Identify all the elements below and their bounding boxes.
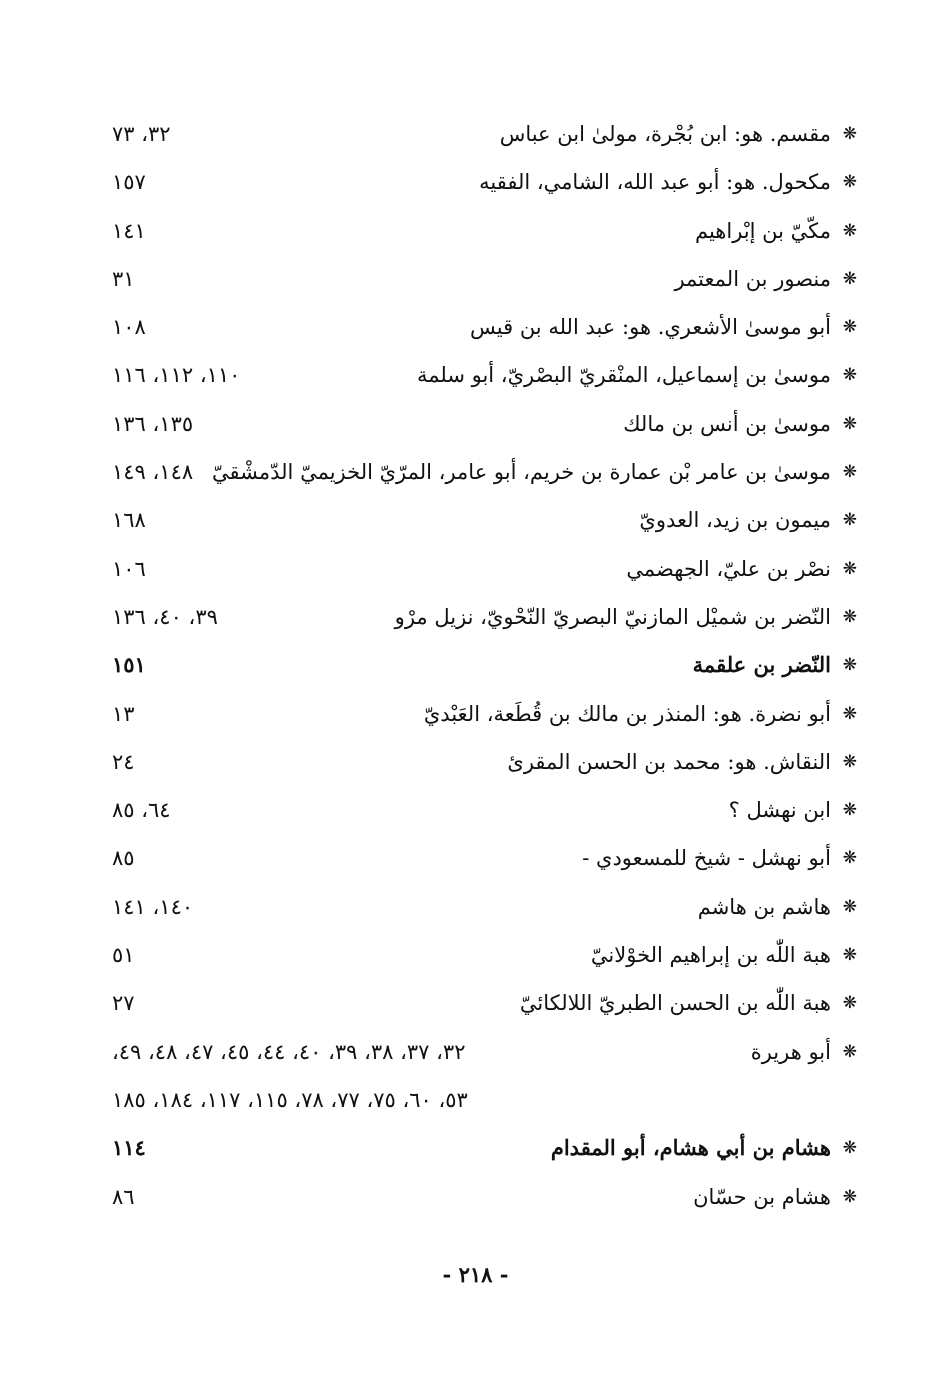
entry-page-refs: ٣١ [112, 266, 135, 291]
entry-page-refs: ١٠٨ [112, 315, 146, 340]
index-entry [112, 979, 857, 1027]
entry-name: هبة اللّٰه بن إبراهيم الخوْلانيّ [590, 943, 831, 968]
bullet-icon: ❋ [842, 172, 857, 193]
entry-name: نصْر بن عليّ، الجهضمي [626, 556, 831, 581]
entry-page-refs: ٦٤، ٨٥ [112, 798, 171, 823]
entry-page-refs: ١٥١ [112, 652, 146, 678]
bullet-icon: ❋ [842, 800, 857, 821]
entry-page-refs: ١٣٥، ١٣٦ [112, 411, 194, 436]
bullet-icon: ❋ [842, 848, 857, 869]
index-entry [112, 545, 857, 593]
bullet-icon: ❋ [842, 365, 857, 386]
entry-name: أبو نهشل - شيخ للمسعودي - [582, 846, 831, 871]
entry-name: ابن نهشل ؟ [728, 798, 831, 823]
entry-name: منصور بن المعتمر [674, 266, 831, 291]
entry-page-refs: ١٤٨، ١٤٩ [112, 460, 194, 485]
entry-page-refs: ٥١ [112, 943, 135, 968]
entry-page-refs: ١٥٧ [112, 170, 146, 195]
bullet-icon: ❋ [842, 606, 857, 627]
index-entry [112, 641, 857, 689]
bullet-icon: ❋ [842, 1186, 857, 1207]
entry-name: هبة اللّٰه بن الحسن الطبريّ اللالكائيّ [519, 991, 831, 1016]
entry-page-refs: ١١٤ [112, 1135, 146, 1161]
index-entry [112, 786, 857, 834]
entry-name: موسىٰ بن أنس بن مالك [623, 411, 831, 436]
bullet-icon: ❋ [842, 751, 857, 772]
bullet-icon: ❋ [842, 317, 857, 338]
index-entry [112, 690, 857, 738]
index-entry [112, 207, 857, 255]
bullet-icon: ❋ [842, 558, 857, 579]
bullet-icon: ❋ [842, 1138, 857, 1159]
entry-page-refs: ٢٧ [112, 991, 135, 1016]
bullet-icon: ❋ [842, 655, 857, 676]
index-entry [112, 738, 857, 786]
entry-name: النّضر بن علقمة [692, 652, 831, 678]
bullet-icon: ❋ [842, 220, 857, 241]
entry-name: أبو نضرة. هو: المنذر بن مالك بن قُطَعة، العَبْديّ [423, 701, 831, 726]
index-entry [112, 158, 857, 206]
index-entry [112, 303, 857, 351]
entry-page-refs: ١٦٨ [112, 508, 146, 533]
index-entry [112, 1028, 857, 1076]
index-entries-list [112, 110, 857, 1221]
bullet-icon: ❋ [842, 945, 857, 966]
index-entry [112, 883, 857, 931]
entry-name: أبو موسىٰ الأشعري. هو: عبد الله بن قيس [470, 315, 831, 340]
entry-page-refs: ١٠٦ [112, 556, 146, 581]
entry-page-refs: ١٤١ [112, 218, 146, 243]
bullet-icon: ❋ [842, 896, 857, 917]
bullet-icon: ❋ [842, 703, 857, 724]
entry-name: مكّيّ بن إبْراهيم [694, 218, 831, 243]
entry-name: ميمون بن زيد، العدويّ [639, 508, 831, 533]
page-number: - ٢١٨ - [442, 1262, 509, 1287]
index-entry [112, 448, 857, 496]
index-entry [112, 834, 857, 882]
index-entry [112, 351, 857, 399]
bullet-icon: ❋ [842, 462, 857, 483]
entry-name: موسىٰ بن إسماعيل، المنْقريّ البصْريّ، أبو سلمة [416, 363, 831, 388]
entry-name: موسىٰ بن عامر بْن عمارة بن خريم، أبو عامر، المرّيّ الخزيميّ الدّمشْقيّ [212, 460, 831, 485]
index-entry [112, 1124, 857, 1172]
entry-name: هشام بن أبي هشام، أبو المقدام [550, 1135, 831, 1161]
index-entry [112, 496, 857, 544]
index-entry [112, 110, 857, 158]
entry-page-refs: ١٤٠، ١٤١ [112, 894, 194, 919]
entry-name: هاشم بن هاشم [697, 894, 831, 919]
entry-page-refs: ١٣ [112, 701, 135, 726]
entry-name: النقاش. هو: محمد بن الحسن المقرئ [507, 749, 831, 774]
entry-page-refs: ٨٦ [112, 1184, 135, 1209]
entry-name: النّضر بن شميْل المازنيّ البصريّ النّحْويّ، نزيل مرْو [394, 604, 831, 629]
index-entry [112, 1076, 857, 1124]
index-entry [112, 255, 857, 303]
index-entry [112, 1173, 857, 1221]
entry-page-refs: ٣٢، ٧٣ [112, 122, 171, 146]
index-entry [112, 931, 857, 979]
entry-name: هشام بن حسّان [693, 1184, 831, 1209]
bullet-icon: ❋ [842, 413, 857, 434]
entry-name: مقسم. هو: ابن بُجْرة، مولىٰ ابن عباس [499, 122, 831, 146]
entry-name: مكحول. هو: أبو عبد الله، الشامي، الفقيه [479, 170, 831, 195]
entry-page-refs: ٥٣، ٦٠، ٧٥، ٧٧، ٧٨، ١١٥، ١١٧، ١٨٤، ١٨٥ [112, 1087, 468, 1112]
entry-page-refs: ٣٩، ٤٠، ١٣٦ [112, 604, 218, 629]
bullet-icon: ❋ [842, 268, 857, 289]
bullet-icon: ❋ [842, 510, 857, 531]
entry-page-refs: ٨٥ [112, 846, 135, 871]
entry-page-refs: ٣٢، ٣٧، ٣٨، ٣٩، ٤٠، ٤٤، ٤٥، ٤٧، ٤٨، ٤٩، [112, 1039, 466, 1064]
bullet-icon: ❋ [842, 993, 857, 1014]
bullet-icon: ❋ [842, 1041, 857, 1062]
entry-page-refs: ٢٤ [112, 749, 135, 774]
entry-page-refs: ١١٠، ١١٢، ١١٦ [112, 363, 241, 388]
entry-name: أبو هريرة [750, 1039, 831, 1064]
index-entry [112, 400, 857, 448]
bullet-icon: ❋ [842, 124, 857, 144]
index-entry [112, 593, 857, 641]
